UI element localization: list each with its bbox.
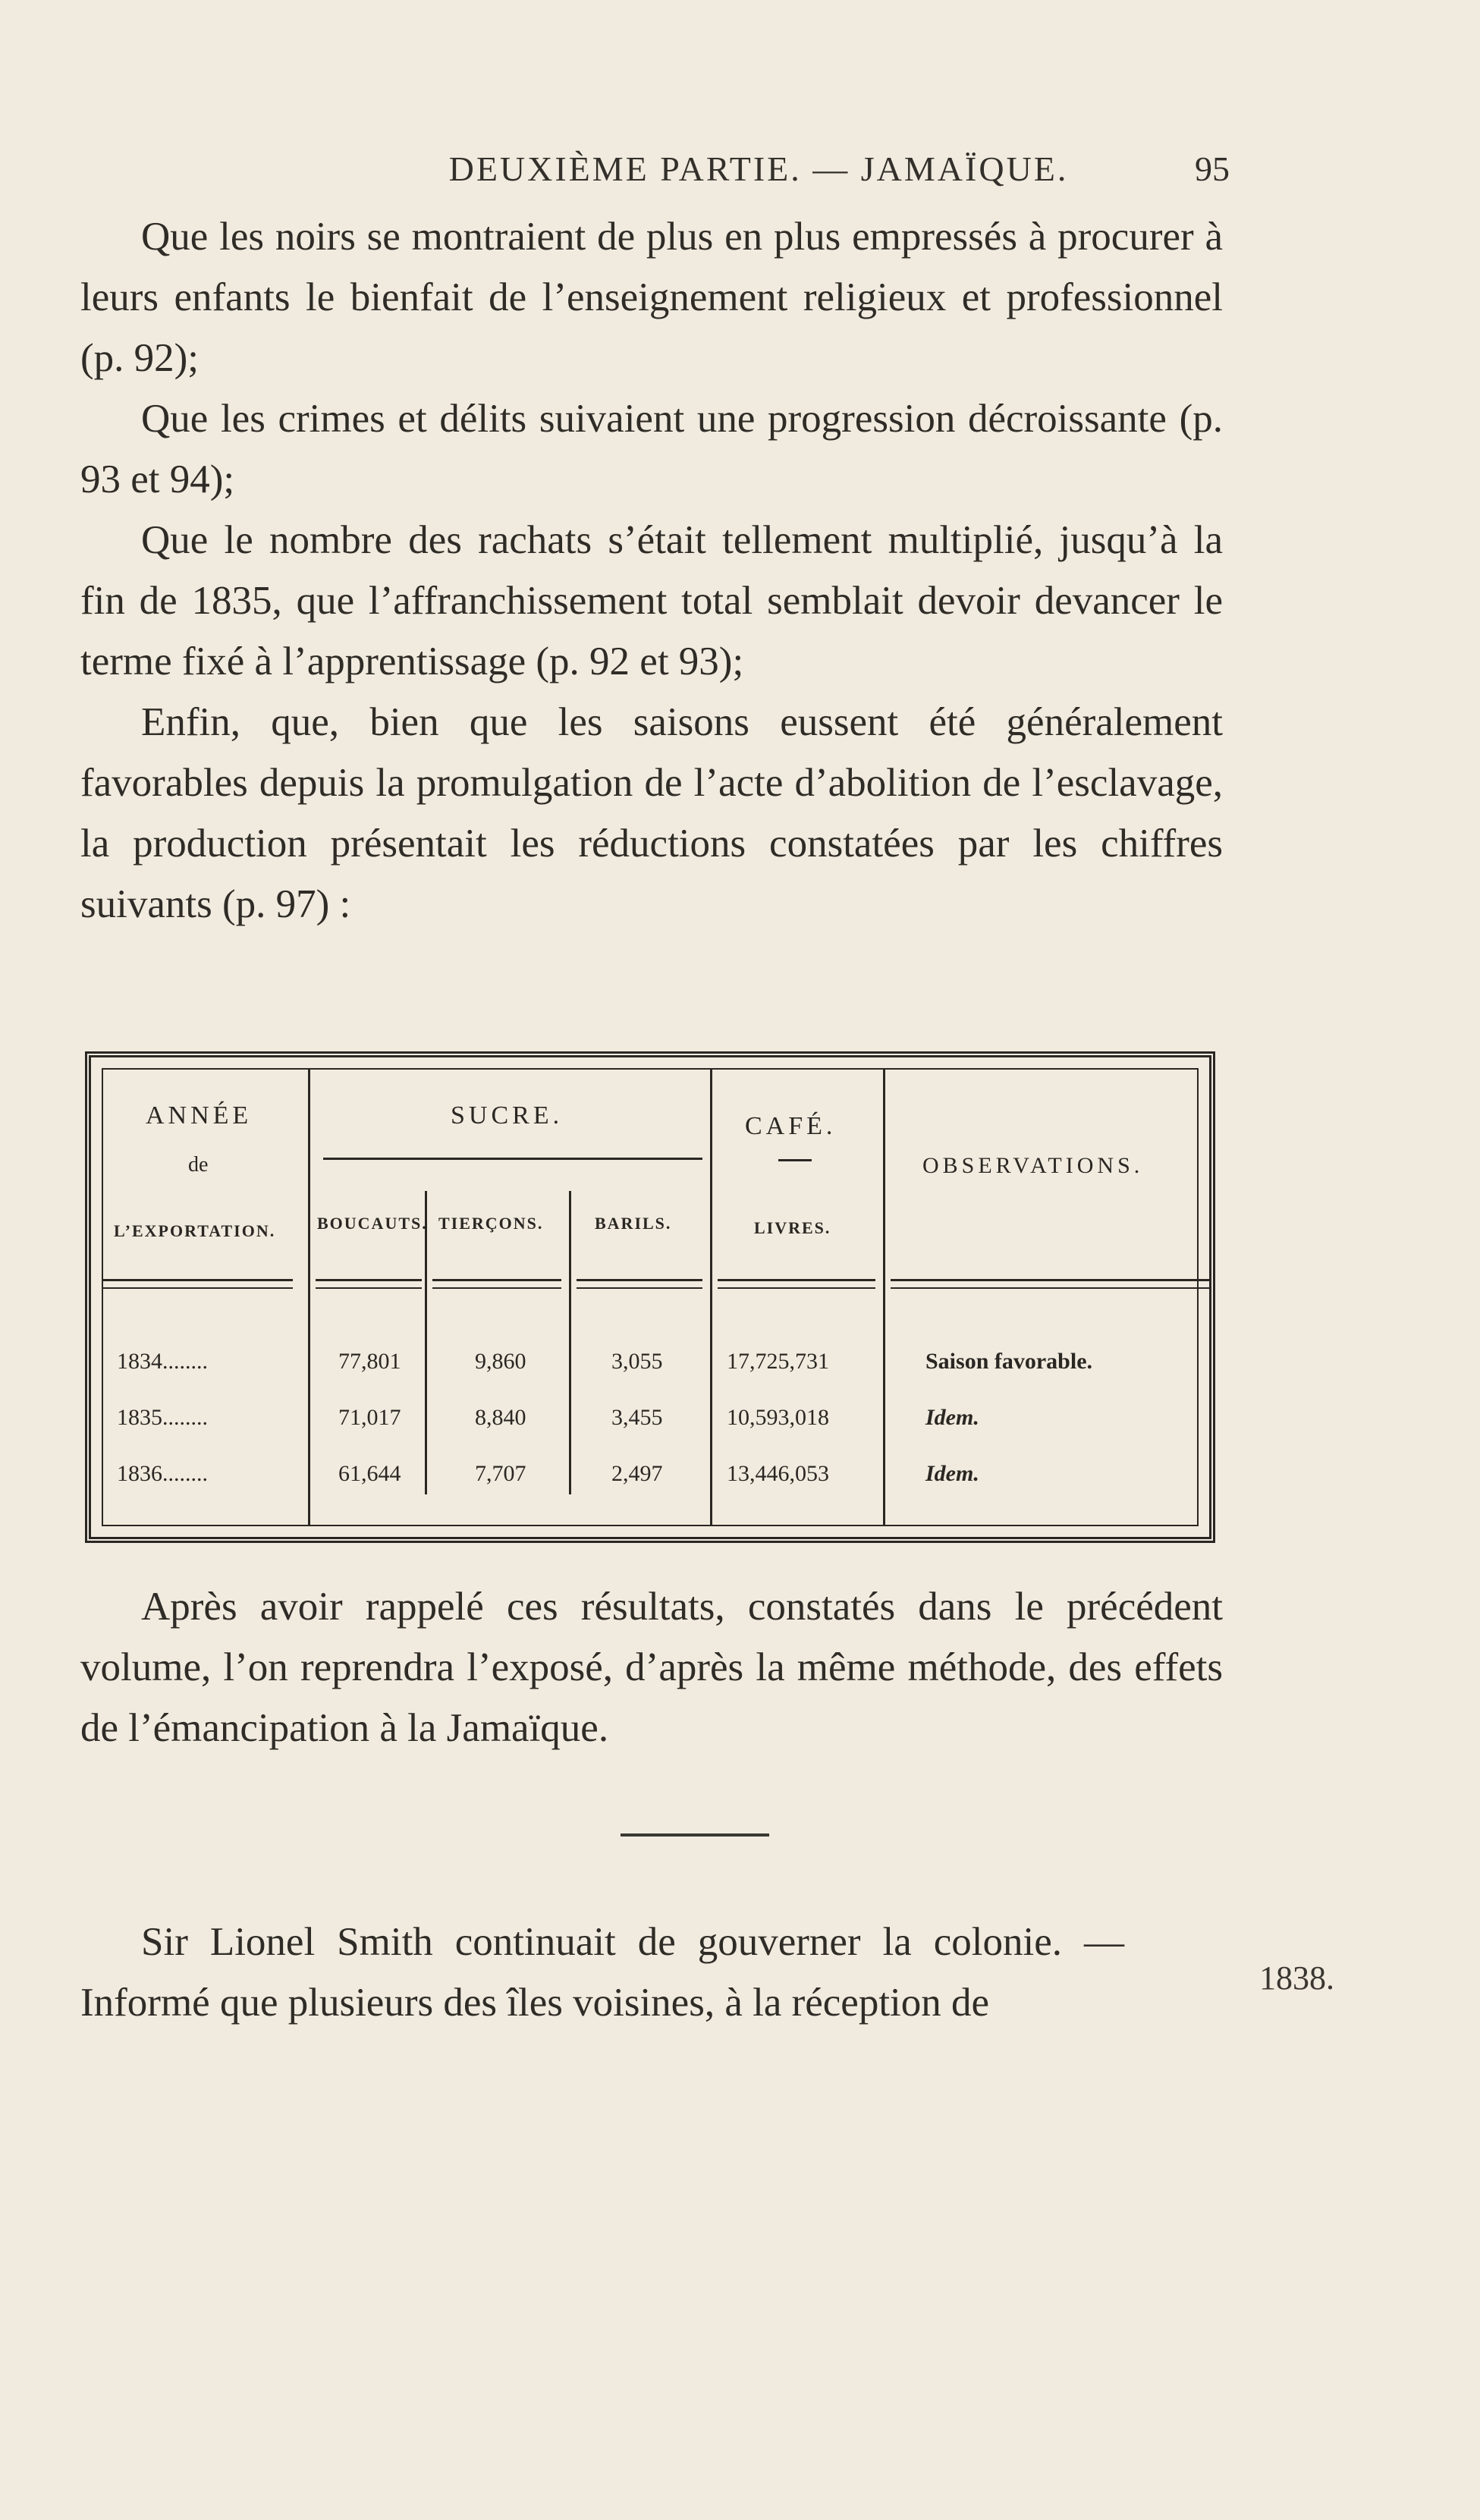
- header-cafe: CAFÉ.: [745, 1112, 837, 1140]
- column-divider: [308, 1070, 310, 1525]
- header-rule: [103, 1279, 293, 1289]
- paragraph: Enfin, que, bien que les saisons eussent été généralement favorables depuis la promulgation de l’acte d’abolition de l’esclavage, la production présentait les réductions constatées par les chiffres suivants (p. 97) :: [80, 700, 1223, 926]
- cell-observation: Idem.: [925, 1461, 979, 1486]
- subcolumn-divider: [425, 1191, 427, 1494]
- header-rule: [316, 1279, 422, 1289]
- cell-livres: 17,725,731: [727, 1349, 829, 1374]
- after-table-text: [80, 1576, 1223, 1758]
- cell-tiercons: 7,707: [475, 1461, 526, 1486]
- cell-tiercons: 8,840: [475, 1405, 526, 1430]
- running-title: DEUXIÈME PARTIE. — JAMAÏQUE.: [448, 149, 1069, 188]
- table-inner-border: [102, 1068, 1199, 1526]
- cell-livres: 13,446,053: [727, 1461, 829, 1486]
- cell-observation: Idem.: [925, 1405, 979, 1430]
- cell-observation: Saison favorable.: [925, 1349, 1093, 1374]
- cell-boucauts: 61,644: [338, 1461, 401, 1486]
- paragraph: Que le nombre des rachats s’était tellement multiplié, jusqu’à la fin de 1835, que l’affranchissement total semblait devoir devancer le terme fixé à l’apprentissage (p. 92 et 93);: [80, 518, 1223, 683]
- header-annee-de: de: [188, 1153, 209, 1177]
- sucre-brace: [323, 1158, 702, 1160]
- intro-text: [80, 206, 1223, 935]
- cell-year: 1834........: [117, 1349, 208, 1374]
- header-rule: [718, 1279, 875, 1289]
- cell-boucauts: 77,801: [338, 1349, 401, 1374]
- page-number: 95: [1195, 149, 1230, 188]
- cell-boucauts: 71,017: [338, 1405, 401, 1430]
- column-divider: [883, 1070, 885, 1525]
- cell-livres: 10,593,018: [727, 1405, 829, 1430]
- column-divider: [710, 1070, 712, 1525]
- section-text: [80, 1912, 1223, 2033]
- header-barils: BARILS.: [595, 1214, 672, 1233]
- header-rule: [577, 1279, 702, 1289]
- header-annee: ANNÉE: [146, 1101, 253, 1130]
- header-livres: LIVRES.: [754, 1218, 831, 1237]
- header-sucre: SUCRE.: [451, 1101, 564, 1130]
- margin-year: 1838.: [1259, 1959, 1334, 1997]
- export-table: [85, 1051, 1215, 1543]
- cell-barils: 2,497: [611, 1461, 663, 1486]
- cafe-dash: [778, 1159, 812, 1161]
- header-rule: [891, 1279, 1209, 1289]
- cell-year: 1836........: [117, 1461, 208, 1486]
- header-tiercons: TIERÇONS.: [438, 1214, 544, 1233]
- header-exportation: L’EXPORTATION.: [114, 1221, 276, 1240]
- paragraph: Que les noirs se montraient de plus en plus empressés à procurer à leurs enfants le bienfait de l’enseignement religieux et professionnel (p. 92);: [80, 215, 1223, 380]
- cell-barils: 3,055: [611, 1349, 663, 1374]
- paragraph: Sir Lionel Smith continuait de gouverner la colonie. — Informé que plusieurs des îles voisines, à la réception de: [80, 1920, 1124, 2025]
- cell-tiercons: 9,860: [475, 1349, 526, 1374]
- cell-year: 1835........: [117, 1405, 208, 1430]
- header-observations: OBSERVATIONS.: [922, 1153, 1144, 1178]
- section-divider: [621, 1833, 769, 1837]
- paragraph: Que les crimes et délits suivaient une progression décroissante (p. 93 et 94);: [80, 397, 1223, 501]
- paragraph: Après avoir rappelé ces résultats, constatés dans le précédent volume, l’on reprendra l’exposé, d’après la même méthode, des effets de l’émancipation à la Jamaïque.: [80, 1585, 1223, 1750]
- header-rule: [432, 1279, 561, 1289]
- header-boucauts: BOUCAUTS.: [317, 1214, 428, 1233]
- subcolumn-divider: [569, 1191, 571, 1494]
- cell-barils: 3,455: [611, 1405, 663, 1430]
